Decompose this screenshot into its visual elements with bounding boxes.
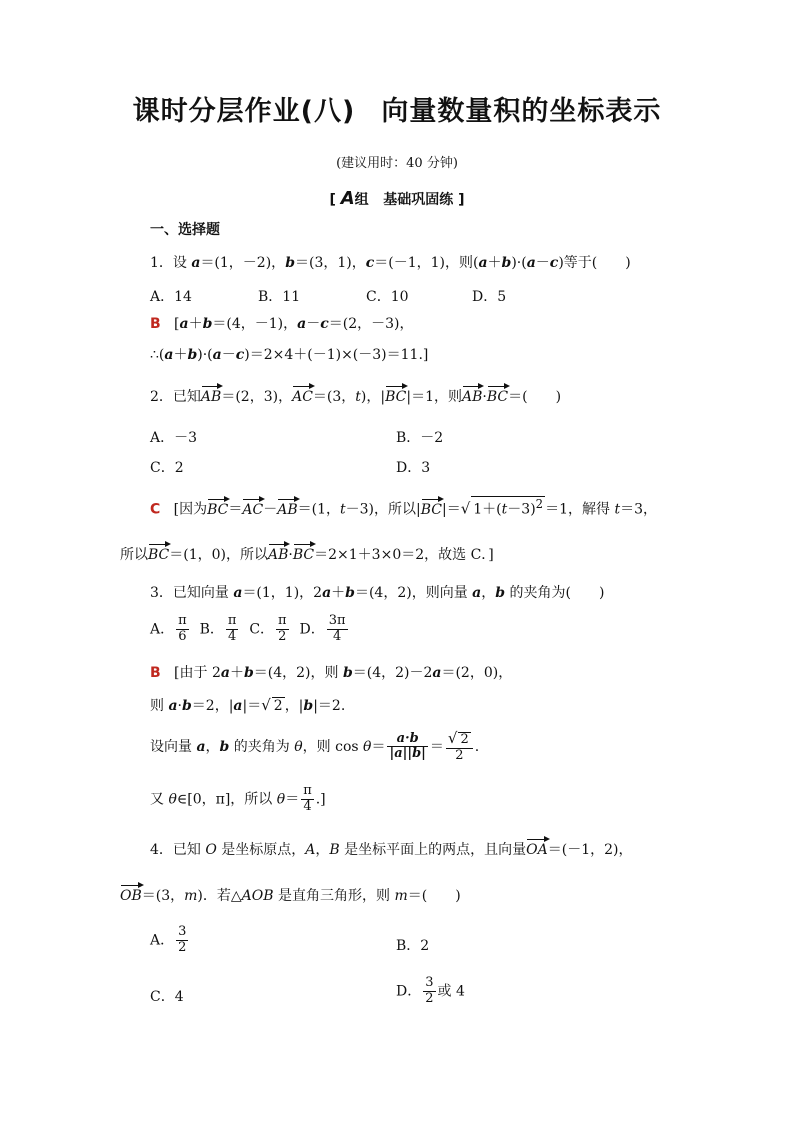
var-m: m [394,888,408,904]
fraction-pi-4 [226,614,239,645]
sol-text: |＝ [242,698,262,714]
sol-text: [ [174,316,180,332]
sol-text: )＝2×4＋(－1)×(－3)＝11.] [244,347,429,363]
fraction-3-2 [423,976,435,1007]
sol-text: 又 [150,791,169,808]
sol-text: ＝2×1＋3×0＝2，故选 C．] [314,547,494,563]
q4-option-c: C．4 [150,989,184,1005]
q2-text: 2．已知 [150,389,201,405]
sol-text: |＝2. [313,698,346,714]
var-b-point: B [329,842,340,858]
q1-stem-text: 1．设 [150,255,192,271]
frac-den: 4 [228,628,237,644]
var-a: a [179,316,189,332]
group-letter: A [340,188,355,209]
q1-stem [150,255,631,272]
var-a: a [212,347,222,363]
var-theta: θ [363,738,372,755]
var-b: b [285,255,295,271]
q2-solution-line1 [150,496,657,518]
frac-num: 3π [328,613,346,628]
frac-den: 4 [333,628,342,644]
frac-num: π [278,613,287,628]
var-t: t [614,501,621,518]
frac-den: 4 [303,798,312,814]
q3-text: ， [481,585,496,601]
q4-text: ＝(3， [141,888,185,904]
q1-solution-line2 [150,347,428,364]
q2-stem [150,385,561,406]
var-theta: θ [168,791,177,808]
option-label: A． [150,932,175,949]
var-b: b [303,698,314,714]
var-b: b [202,316,213,332]
frac-den: 2 [278,628,287,644]
vector-ac: AC [242,498,263,519]
var-b: b [219,738,230,755]
var-c: c [235,347,245,363]
q3-solution-line4 [150,784,326,815]
bracket-open: [ [329,192,336,208]
var-b: b [187,347,198,363]
var-a: a [526,255,536,271]
var-t: t [355,389,361,405]
bracket-close: ] [458,192,465,208]
frac-num [446,730,473,749]
group-name: 基础巩固练 [383,192,454,208]
var-a: a [478,255,488,271]
q3-solution-line3 [150,730,479,764]
var-b: b [501,255,512,271]
q2-text: ＝(2，3)， [221,389,293,405]
vector-bc: BC [421,498,442,519]
sol-text: ， [205,738,220,755]
var-a: a [164,347,174,363]
vector-bc: BC [148,543,169,564]
frac-num: 3 [425,975,434,990]
fraction-sqrt2-2 [446,730,473,764]
var-b: b [243,665,254,681]
q3-option-b: B． [199,621,224,638]
sol-text: ＋ [188,316,203,332]
q3-text: ＝(1，1)，2 [242,585,323,601]
vector-bc: BC [207,498,228,519]
q3-text: 的夹角为( ) [505,585,605,601]
q4-option-b: B．2 [396,938,430,954]
group-heading [0,188,794,210]
q2-option-d: D．3 [396,460,431,476]
sol-text: · [177,698,182,714]
q4-text: 是直角三角形，则 [273,888,395,904]
q1-answer: B [150,316,161,332]
sqrt-sign: √ [447,729,458,747]
sol-text: ＝(2，0)， [441,665,513,681]
sol-text: － [306,316,321,332]
vector-bc: BC [385,385,406,406]
fraction-3-2 [176,925,188,956]
var-a: a [191,255,201,271]
var-theta: θ [276,791,286,808]
sol-text: ，| [284,698,304,714]
sol-text: －3)，所以| [345,501,421,518]
q4-text: 是坐标平面上的两点，且向量 [339,842,527,858]
sol-text: 则 [150,698,169,714]
frac-den: 2 [455,747,464,763]
sol-text: 所以 [120,547,148,563]
title-sub: 向量数量积的坐标表示 [381,96,662,127]
q3-option-d: D． [299,621,325,638]
sol-text: [因为 [173,501,208,518]
q4-option-a [150,925,190,956]
q1-option-d: D．5 [472,289,507,305]
q1-solution-line1 [150,316,413,333]
fraction-pi-2 [276,614,289,645]
q1-option-b: B．11 [258,289,301,305]
q2-answer: C [150,501,161,518]
sol-text: ＝(1， [297,501,340,518]
page-title [0,96,794,128]
section-heading: 一、选择题 [150,222,220,238]
sol-text: |＝ [441,501,461,518]
var-a: a [297,316,307,332]
var-a: a [472,585,482,601]
var-a: a [233,698,243,714]
sol-text: ＝2，| [191,698,234,714]
sol-text: ＝(4，2)－2 [352,665,433,681]
option-tail: 或 4 [437,983,465,1000]
q3-answer: B [150,665,161,681]
vector-bc: BC [487,385,508,406]
var-o: O [205,842,217,858]
var-a-point: A [305,842,316,858]
q3-solution-line1 [150,665,512,682]
frac-num: π [303,783,312,798]
var-b: b [342,665,353,681]
frac-num: π [227,613,237,628]
sqrt-text: －3) [507,501,536,518]
q2-text: · [482,389,487,405]
var-a: a [233,585,243,601]
q3-option-c: C． [249,621,275,638]
triangle-aob: AOB [241,888,274,904]
var-a: a [196,738,206,755]
q1-stem-text: )等于( ) [558,255,631,271]
vector-ac: AC [292,385,313,406]
sol-text: ∈[0，π]，所以 [176,791,277,808]
fraction-pi-4 [301,784,314,815]
fraction-3pi-4 [327,614,348,645]
q1-option-a: A．14 [150,289,192,305]
frac-den: 2 [178,939,187,955]
q3-solution-line2 [150,696,345,715]
vector-oa: OA [526,838,548,859]
vector-ab: AB [201,385,221,406]
sqrt-content: 2 [460,732,469,747]
frac-num: 3 [178,924,187,939]
q1-stem-text: ＋ [487,255,502,271]
sol-text: ＝ [371,738,386,755]
q3-text: ＋ [331,585,346,601]
frac-den: 6 [178,628,187,644]
frac-num: π [178,613,187,628]
q1-stem-text: )·( [511,255,527,271]
var-b: b [345,585,355,601]
sol-text: ＝ [285,791,300,808]
q3-option-a: A． [150,621,175,638]
q4-option-d [396,976,465,1007]
q4-text: ＝(－1，2)， [547,842,633,858]
sqrt-text: 1＋( [473,501,502,518]
vector-ab: AB [268,543,288,564]
q3-text: 3．已知向量 [150,585,234,601]
sol-text: )·( [197,347,213,363]
vector-bc: BC [293,543,314,564]
sqrt-sign: √ [261,696,271,714]
frac-den: 2 [425,990,434,1006]
sol-text: ＝(4，2)，则 [253,665,343,681]
vector-ab: AB [277,498,297,519]
var-b: b [495,585,506,601]
sol-text: ∴( [150,347,165,363]
var-a: a [432,665,442,681]
q4-text: 4．已知 [150,842,206,858]
q4-text: ， [315,842,330,858]
sol-text: . [474,738,480,755]
sol-text: ＝ [228,501,243,518]
sol-text: · [288,547,293,563]
q4-text: )．若△ [197,888,242,904]
q1-stem-text: ＝(1，－2)， [200,255,286,271]
var-a: a [168,698,178,714]
option-label: D． [396,983,422,1000]
var-a: a [220,665,230,681]
q1-stem-text: ＝(－1，1)，则( [374,255,479,271]
q2-text: )，| [360,389,386,405]
var-a: a [322,585,332,601]
sol-text: ＝(1，0)，所以 [169,547,269,563]
q3-text: ＝(4，2)，则向量 [354,585,473,601]
sol-text: ＝(4，－1)， [212,316,298,332]
q2-solution-line2 [120,543,494,564]
var-b: b [181,698,192,714]
vector-ab: AB [462,385,482,406]
q3-options [150,614,350,645]
q2-option-a: A．－3 [150,430,198,446]
q4-text: ＝( ) [407,888,461,904]
q2-text: ＝(3， [312,389,356,405]
q4-stem-line1 [150,838,633,859]
sol-text: [由于 2 [174,665,221,681]
fraction-cos [387,732,427,763]
sol-text: 设向量 [150,738,197,755]
q1-stem-text: － [535,255,550,271]
sol-text: ＝ [429,738,444,755]
fraction-pi-6 [176,614,189,645]
q4-stem-line2 [120,884,461,905]
sol-text: 的夹角为 [229,738,295,755]
q2-option-c: C．2 [150,460,184,476]
sol-text: .] [315,791,326,808]
exponent: 2 [535,497,544,511]
time-suggestion: (建议用时：40 分钟) [336,156,458,171]
var-c: c [365,255,375,271]
sol-text: ＝1，解得 [545,501,615,518]
sqrt-content: 2 [273,698,283,714]
var-c: c [320,316,329,332]
sol-text: ＋ [173,347,188,363]
sol-text: ＝3， [620,501,657,518]
sqrt-sign: √ [460,499,471,518]
frac-den: |a||b| [389,746,426,762]
q4-text: 是坐标原点， [216,842,306,858]
q1-option-c: C．10 [366,289,409,305]
group-label: 组 [354,192,369,208]
vector-ob: OB [120,884,142,905]
sol-text: ＋ [229,665,244,681]
var-theta: θ [294,738,303,755]
title-main: 课时分层作业(八) [132,96,356,127]
var-c: c [549,255,559,271]
var-t: t [501,501,508,518]
q3-stem [150,585,604,602]
frac-num: a·b [387,732,427,748]
q2-option-b: B．－2 [396,430,444,446]
q2-text: |＝1，则 [406,389,462,405]
sol-text: ＝(2，－3)， [328,316,414,332]
sol-text: － [221,347,236,363]
q2-text: ＝( ) [508,389,562,405]
var-t: t [339,501,346,518]
sqrt-content [471,496,545,518]
q1-stem-text: ＝(3，1)， [294,255,366,271]
sol-text: － [263,501,278,518]
var-m: m [184,888,198,904]
sol-text: ，则 cos [302,738,364,755]
